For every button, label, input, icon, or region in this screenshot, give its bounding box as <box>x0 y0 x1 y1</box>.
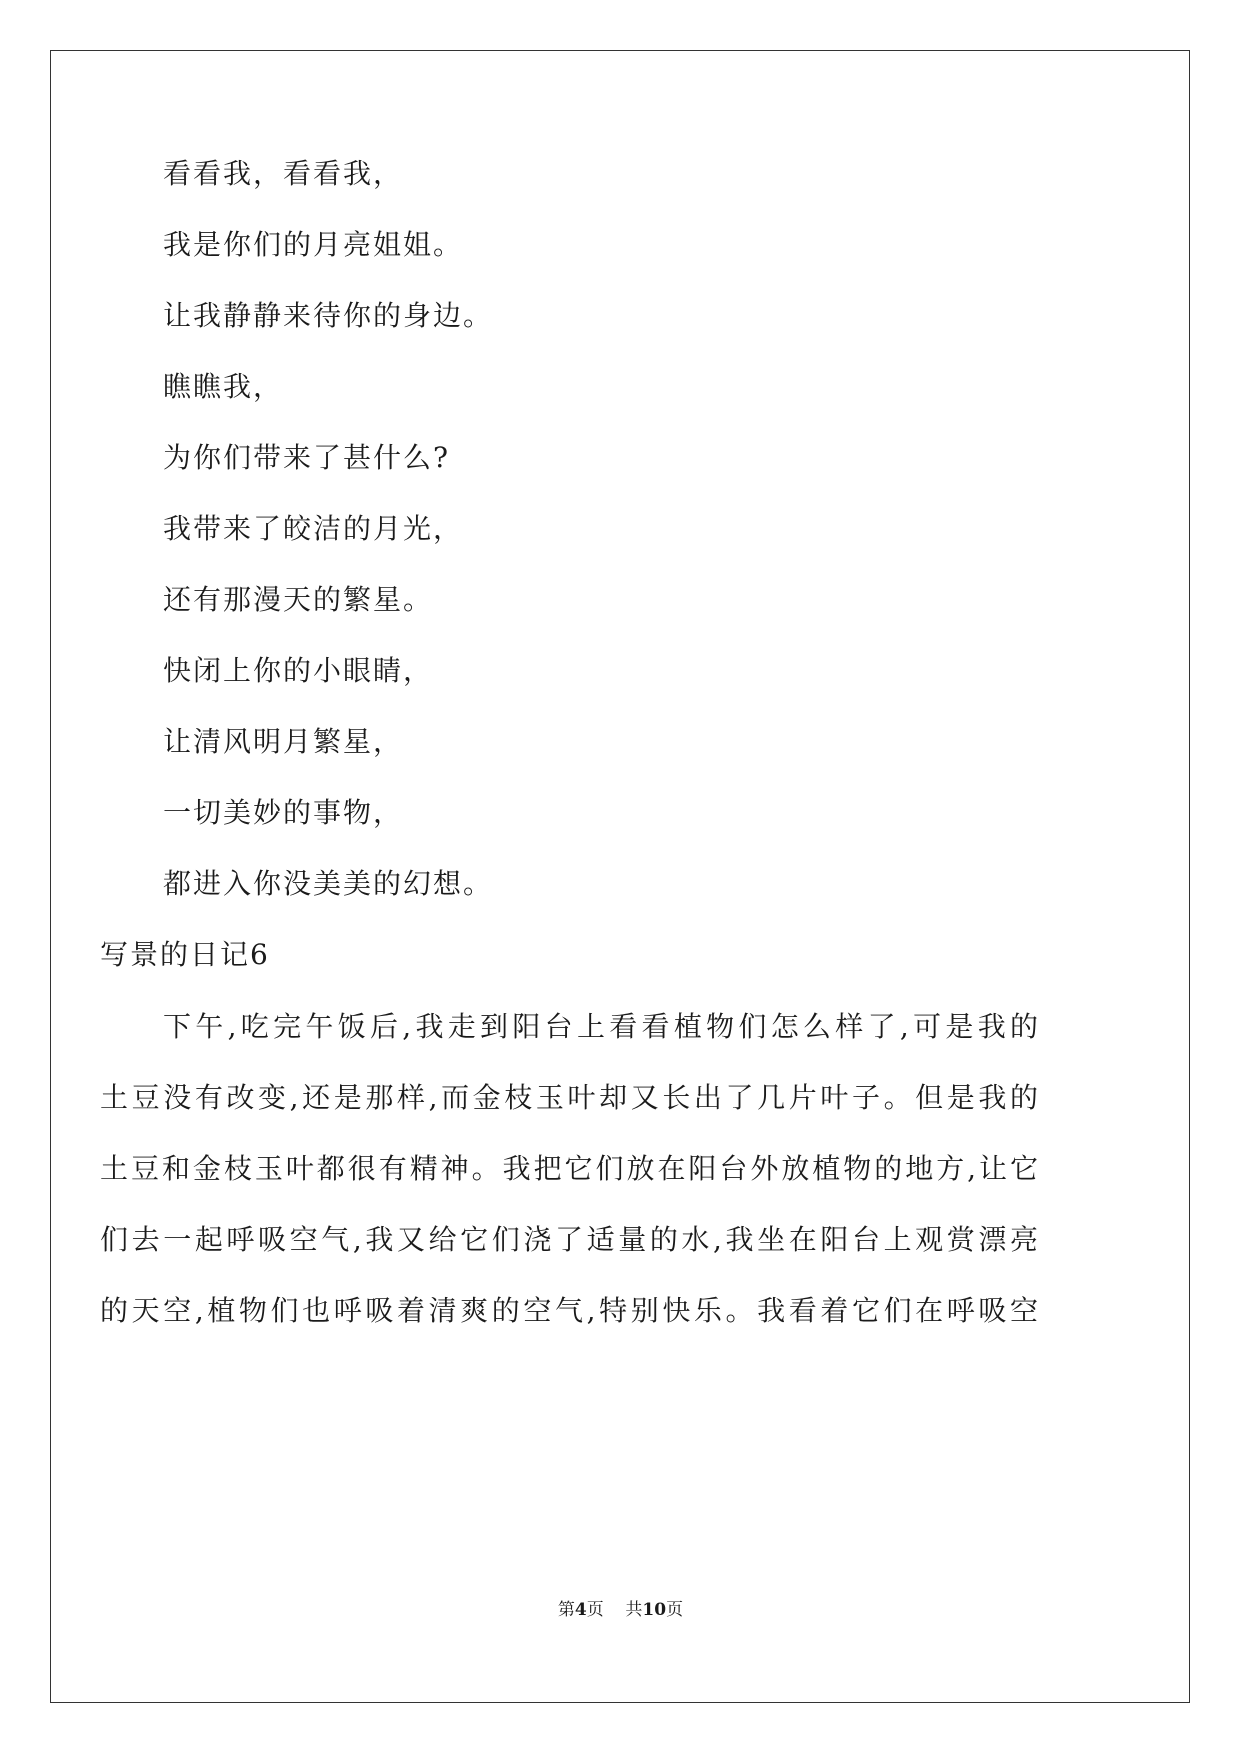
poem-line: 都进入你没美美的幻想。 <box>163 867 494 900</box>
poem-line: 让我静静来待你的身边。 <box>163 299 494 332</box>
poem-line: 我是你们的月亮姐姐。 <box>163 228 464 261</box>
footer-prefix: 第 <box>557 1600 575 1620</box>
paragraph-line: 们去一起呼吸空气,我又给它们浇了适量的水,我坐在阳台上观赏漂亮 <box>100 1223 1038 1256</box>
paragraph-line: 的天空,植物们也呼吸着清爽的空气,特别快乐。我看着它们在呼吸空 <box>100 1294 1038 1327</box>
poem-line: 一切美妙的事物， <box>163 796 404 829</box>
footer-total-prefix: 共 <box>625 1600 643 1620</box>
footer-page-suffix: 页 <box>586 1600 604 1620</box>
poem-line: 看看我，看看我， <box>163 157 404 190</box>
paragraph-line: 土豆和金枝玉叶都很有精神。我把它们放在阳台外放植物的地方,让它 <box>100 1152 1038 1185</box>
poem-line: 为你们带来了甚什么? <box>163 441 451 474</box>
section-heading: 写景的日记6 <box>100 938 270 971</box>
poem-line: 快闭上你的小眼睛， <box>163 654 434 687</box>
poem-line: 我带来了皎洁的月光， <box>163 512 464 545</box>
paragraph-line: 下午,吃完午饭后,我走到阳台上看看植物们怎么样了,可是我的 <box>163 1010 1038 1043</box>
total-page-count: 10 <box>642 1600 667 1620</box>
poem-line: 瞧瞧我， <box>163 370 284 403</box>
paragraph-line: 土豆没有改变,还是那样,而金枝玉叶却又长出了几片叶子。但是我的 <box>100 1081 1038 1114</box>
poem-line: 还有那漫天的繁星。 <box>163 583 434 616</box>
poem-line: 让清风明月繁星， <box>163 725 404 758</box>
footer-total-suffix: 页 <box>666 1600 684 1620</box>
current-page-number: 4 <box>574 1600 587 1620</box>
page-footer <box>0 1600 1241 1620</box>
